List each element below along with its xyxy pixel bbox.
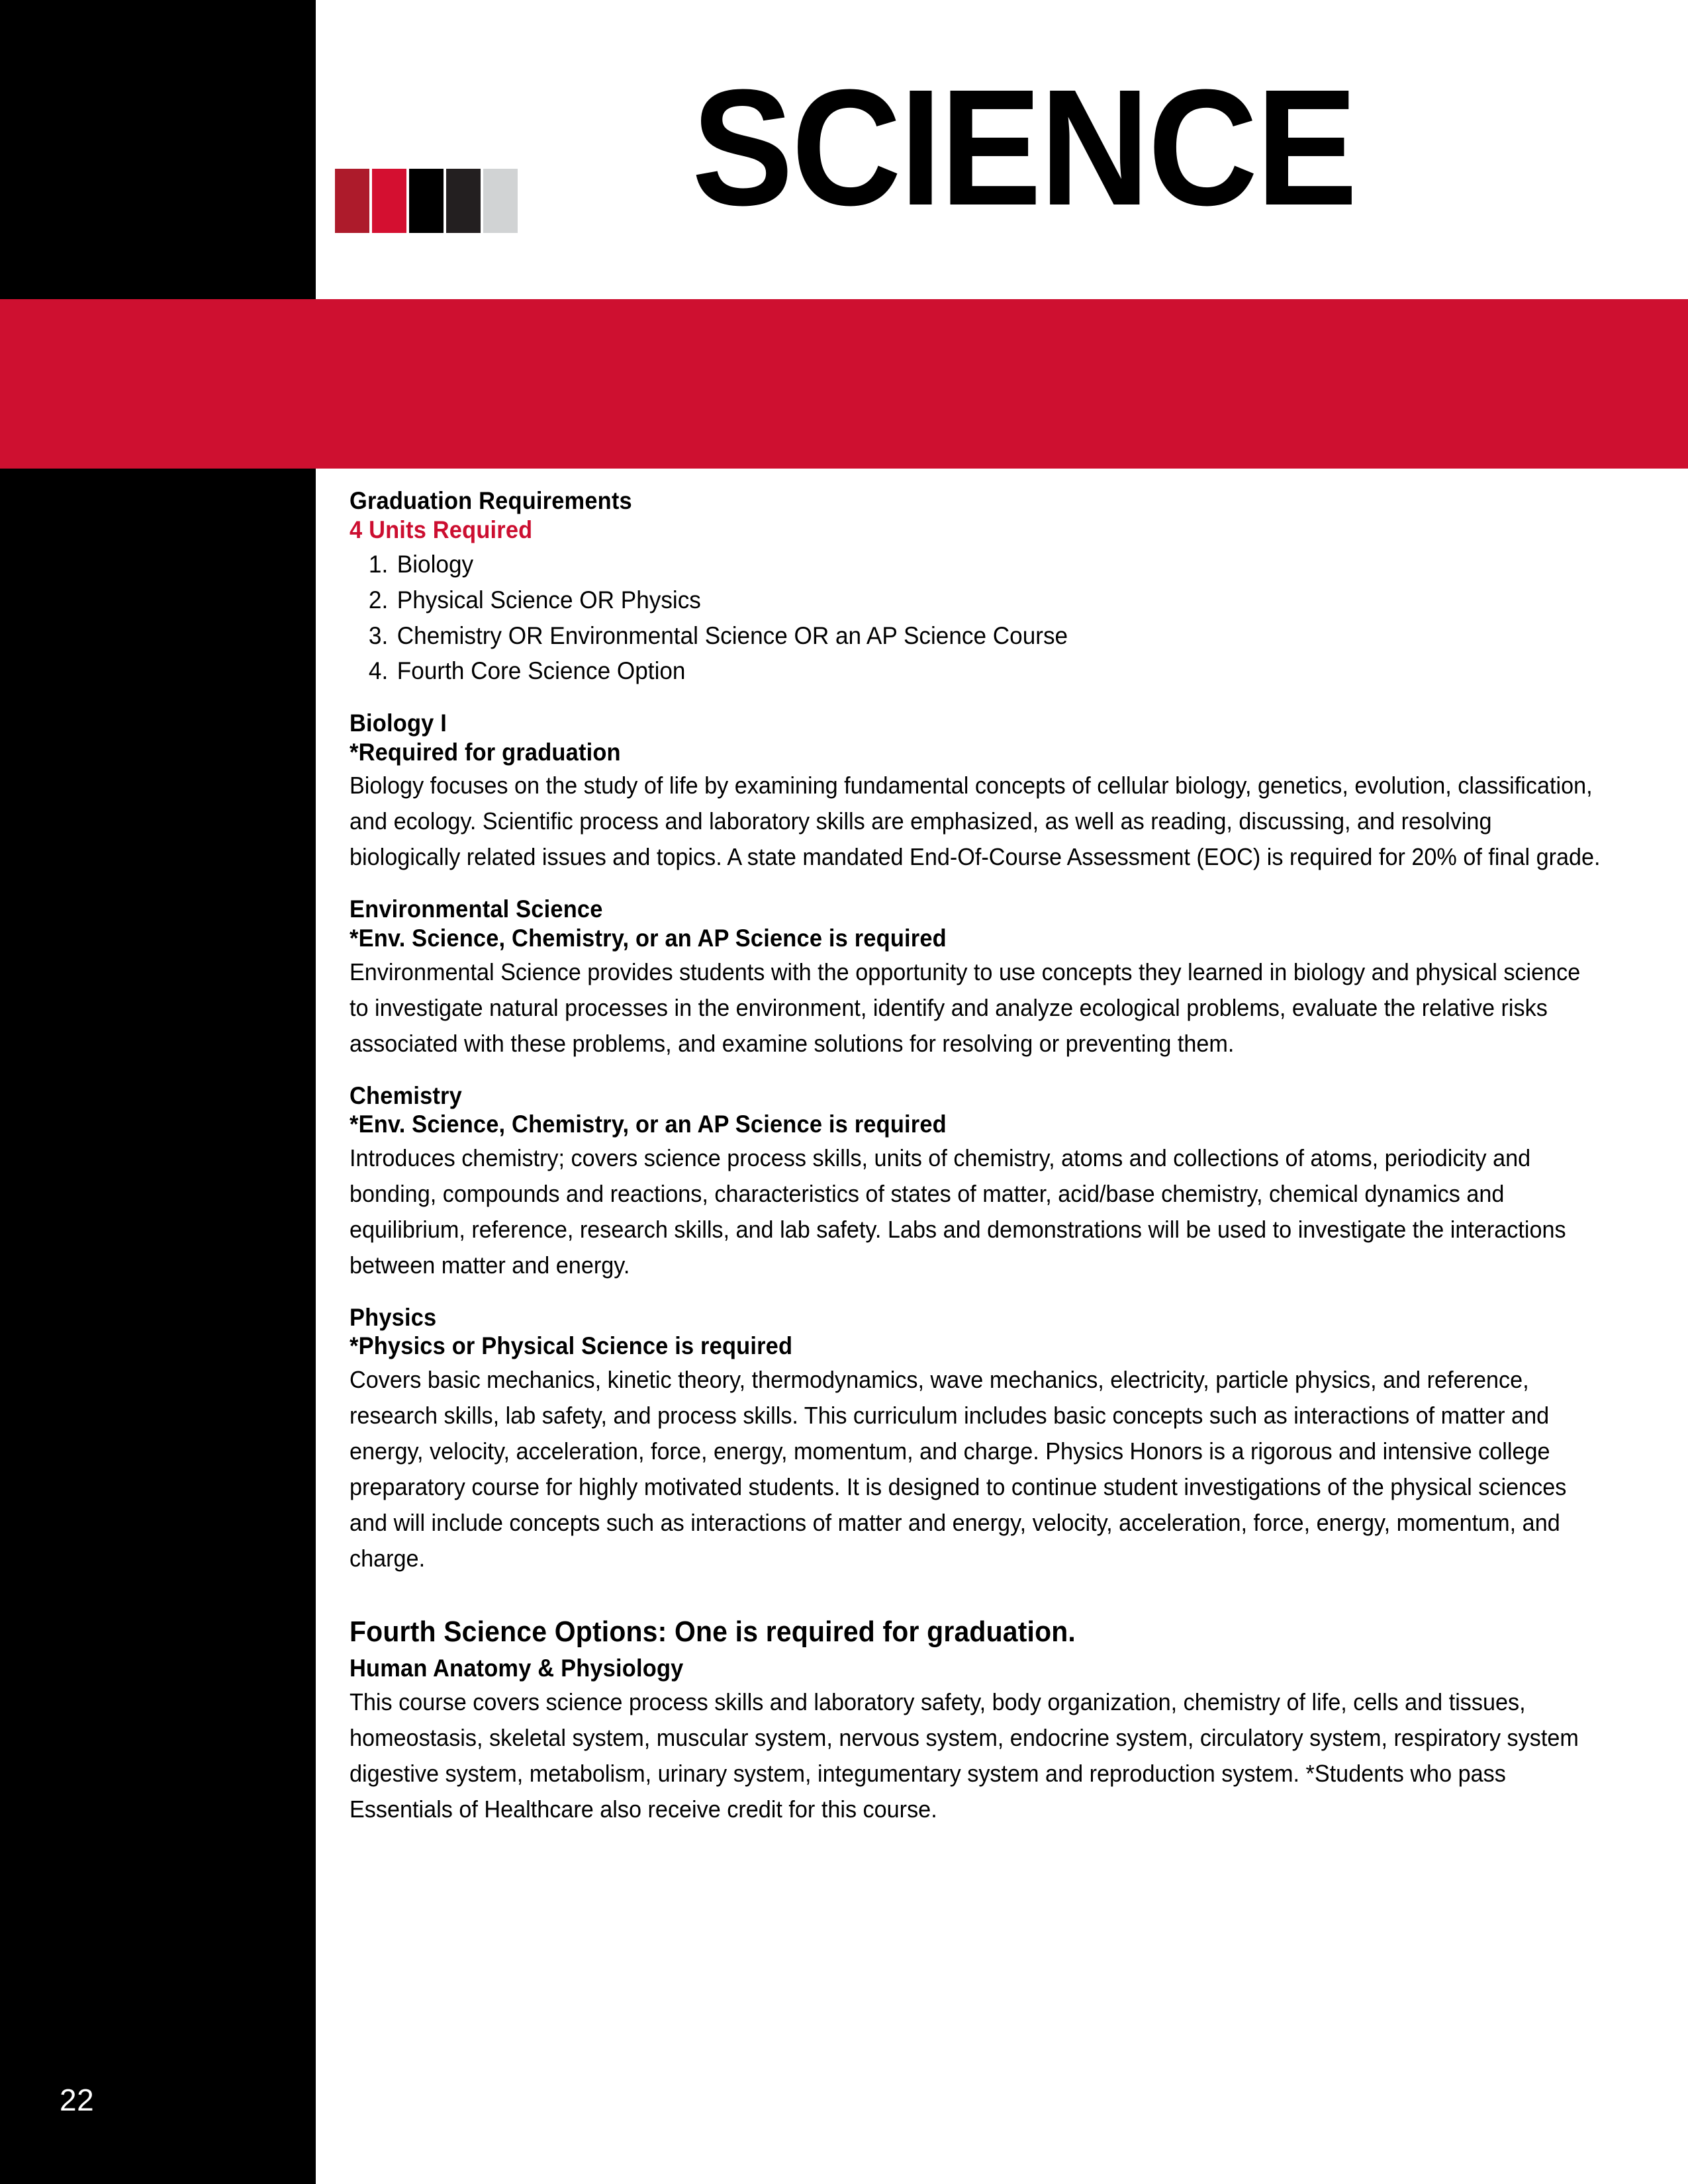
fourth-science-options-section — [350, 1615, 1611, 1827]
swatch-dark-red — [335, 169, 369, 233]
swatch-charcoal — [446, 169, 481, 233]
graduation-requirements-section — [350, 486, 1611, 689]
course-physics — [350, 1303, 1611, 1576]
graduation-requirements-heading: Graduation Requirements — [350, 487, 632, 514]
color-swatch-row — [335, 169, 518, 233]
course-description: Biology focuses on the study of life by examining fundamental concepts of cellular biology, genetics, evolution, classification, and ecology. Scientific process and laboratory skills are emphasized, as well as reading, discussing, and resolving biologically related issues and topics. A state mandated End-Of-Course Assessment (EOC) is required for 20% of final grade. — [350, 772, 1601, 871]
course-chemistry — [350, 1081, 1611, 1283]
page-title: SCIENCE — [692, 55, 1356, 240]
course-description: This course covers science process skills and laboratory safety, body organization, chemistry of life, cells and tissues, homeostasis, skeletal system, muscular system, nervous system, endocrine system, circulatory system, respiratory system digestive system, metabolism, urinary system, integumentary system and reproduction system. *Students who pass Essentials of Healthcare also receive credit for this course. — [350, 1688, 1579, 1823]
course-requirement-note: *Env. Science, Chemistry, or an AP Science is required — [350, 1111, 947, 1138]
course-environmental-science — [350, 895, 1611, 1061]
course-title: Physics — [350, 1303, 437, 1331]
course-biology-1 — [350, 709, 1611, 875]
page-number: 22 — [60, 2083, 95, 2117]
course-title: Environmental Science — [350, 895, 603, 923]
graduation-requirements-list — [350, 547, 1611, 689]
list-item: 1. Biology — [395, 547, 1550, 582]
course-title: Biology I — [350, 709, 447, 737]
course-title: Human Anatomy & Physiology — [350, 1654, 684, 1682]
course-requirement-note: *Env. Science, Chemistry, or an AP Science is required — [350, 924, 947, 952]
course-description: Environmental Science provides students with the opportunity to use concepts they learned in biology and physical science to investigate natural processes in the environment, identify and analyze ecological problems, evaluate the relative risks associated with these problems, and examine solutions for resolving or preventing them. — [350, 958, 1581, 1057]
list-item: 2. Physical Science OR Physics — [395, 582, 1550, 618]
course-requirement-note: *Required for graduation — [350, 738, 621, 766]
fourth-science-options-heading: Fourth Science Options: One is required for graduation. — [350, 1615, 1076, 1649]
main-content — [350, 486, 1611, 1827]
list-item: 3. Chemistry OR Environmental Science OR an AP Science Course — [395, 618, 1550, 654]
swatch-light-gray — [483, 169, 518, 233]
swatch-black — [409, 169, 444, 233]
course-requirement-note: *Physics or Physical Science is required — [350, 1332, 793, 1360]
course-title: Chemistry — [350, 1081, 462, 1109]
units-required-label: 4 Units Required — [350, 516, 533, 543]
list-item: 4. Fourth Core Science Option — [395, 653, 1550, 689]
course-description: Introduces chemistry; covers science process skills, units of chemistry, atoms and collections of atoms, periodicity and bonding, compounds and reactions, characteristics of states of matter, acid/base chemistry, chemical dynamics and equilibrium, reference, research skills, and lab safety. Labs and demonstrations will be used to investigate the interactions between matter and energy. — [350, 1144, 1566, 1279]
swatch-bright-red — [372, 169, 406, 233]
course-description: Covers basic mechanics, kinetic theory, thermodynamics, wave mechanics, electricity, particle physics, and reference, research skills, lab safety, and process skills. This curriculum includes basic concepts such as interactions of matter and energy, velocity, acceleration, force, energy, momentum, and charge. Physics Honors is a rigorous and intensive college preparatory course for highly motivated students. It is designed to continue student investigations of the physical sciences and will include concepts such as interactions of matter and energy, velocity, acceleration, force, energy, momentum, and charge. — [350, 1366, 1567, 1572]
red-accent-band — [0, 299, 1688, 469]
header-black-block — [0, 0, 316, 299]
